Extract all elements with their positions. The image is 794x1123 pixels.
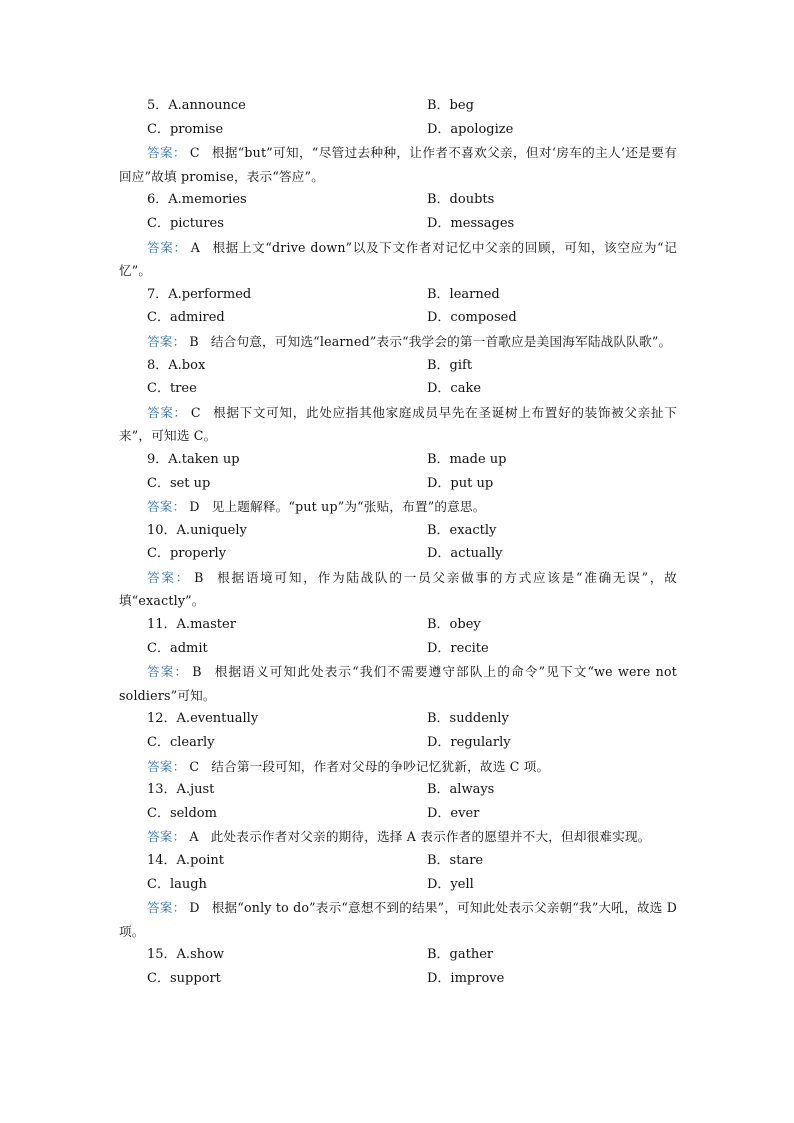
answer-label: 答案： xyxy=(147,499,186,515)
answer-text: 根据语境可知，作为陆战队的一员父亲做事的方式应该是“准确无误”，故填“exactly”。 xyxy=(119,569,677,609)
option-b: B．obey xyxy=(427,617,481,633)
option-b: B．gift xyxy=(427,357,473,373)
answer-label: 答案： xyxy=(147,664,189,680)
options-row xyxy=(119,188,677,212)
option-b: B．gather xyxy=(427,947,494,963)
answer-explanation xyxy=(119,825,677,849)
answer-text: 结合第一段可知，作者对父母的争吵记忆犹新，故选 C 项。 xyxy=(211,758,550,774)
answer-explanation xyxy=(119,330,677,354)
options-row xyxy=(119,613,677,637)
option-a: 6．A.memories xyxy=(147,192,247,208)
answer-text: 根据语义可知此处表示“我们不需要遵守部队上的命令”见下文“we were not soldiers”可知。 xyxy=(119,664,677,703)
option-c: C．admit xyxy=(147,640,208,656)
answer-text: 结合句意，可知选“learned”表示“我学会的第一首歌应是美国海军陆战队队歌”。 xyxy=(210,333,672,349)
option-c: C．admired xyxy=(147,310,225,326)
answer-letter: C xyxy=(189,758,200,774)
answer-letter: D xyxy=(189,499,200,515)
options-row xyxy=(119,873,677,897)
answer-explanation xyxy=(119,896,677,943)
answer-text: 见上题解释。“put up”为“张贴，布置”的意思。 xyxy=(211,499,486,515)
option-a: 9．A.taken up xyxy=(147,451,240,467)
answer-label: 答案： xyxy=(147,145,186,161)
question-list xyxy=(119,94,677,991)
answer-explanation xyxy=(119,755,677,779)
answer-label: 答案： xyxy=(147,900,186,916)
answer-letter: C xyxy=(189,145,200,161)
answer-label: 答案： xyxy=(147,404,187,420)
option-b: B．stare xyxy=(427,853,484,868)
answer-explanation xyxy=(119,401,677,448)
answer-explanation xyxy=(119,141,677,188)
option-c: C．clearly xyxy=(147,735,215,751)
answer-text: 此处表示作者对父亲的期待，选择 A 表示作者的愿望并不大，但却很难实现。 xyxy=(210,829,651,845)
option-d: D．regularly xyxy=(427,735,511,751)
option-d: D．recite xyxy=(427,640,489,656)
options-row xyxy=(119,354,677,378)
options-row xyxy=(119,377,677,401)
option-d: D．put up xyxy=(427,475,494,491)
options-row xyxy=(119,802,677,826)
answer-label: 答案： xyxy=(147,239,187,255)
options-row xyxy=(119,118,677,142)
option-c: C．properly xyxy=(147,546,227,562)
answer-text: 根据上文“drive down”以及下文作者对记忆中父亲的回顾，可知，该空应为“记忆”。 xyxy=(119,239,677,279)
option-b: B．doubts xyxy=(427,192,495,208)
option-a: 15．A.show xyxy=(147,947,225,963)
options-row xyxy=(119,967,677,991)
options-row xyxy=(119,283,677,307)
option-b: B．suddenly xyxy=(427,711,509,727)
option-c: C．promise xyxy=(147,121,224,137)
answer-text: 根据“only to do”表示“意想不到的结果”，可知此处表示父亲朝“我”大吼，故选 D 项。 xyxy=(119,900,677,939)
option-c: C．pictures xyxy=(147,215,224,231)
options-row xyxy=(119,637,677,661)
options-row xyxy=(119,306,677,330)
option-c: C．tree xyxy=(147,381,197,397)
options-row xyxy=(119,849,677,873)
answer-label: 答案： xyxy=(147,829,186,845)
options-row xyxy=(119,448,677,472)
option-a: 10．A.uniquely xyxy=(147,522,247,538)
answer-letter: B xyxy=(192,664,202,680)
option-a: 12．A.eventually xyxy=(147,711,259,727)
options-row xyxy=(119,778,677,802)
option-d: D．apologize xyxy=(427,121,514,137)
answer-letter: B xyxy=(189,333,199,349)
answer-letter: C xyxy=(190,404,201,420)
answer-letter: A xyxy=(189,829,199,845)
answer-letter: D xyxy=(189,900,200,916)
options-row xyxy=(119,212,677,236)
option-b: B．exactly xyxy=(427,522,497,538)
option-b: B．beg xyxy=(427,98,474,113)
option-b: B．made up xyxy=(427,451,507,467)
option-d: D．yell xyxy=(427,876,474,892)
answer-explanation xyxy=(119,236,677,283)
answer-explanation xyxy=(119,495,677,519)
option-d: D．actually xyxy=(427,546,503,562)
options-row xyxy=(119,519,677,543)
answer-explanation xyxy=(119,566,677,613)
answer-letter: B xyxy=(194,569,204,585)
answer-explanation xyxy=(119,660,677,707)
options-row xyxy=(119,542,677,566)
option-a: 7．A.performed xyxy=(147,286,252,302)
option-d: D．messages xyxy=(427,215,515,231)
options-row xyxy=(119,731,677,755)
option-a: 8．A.box xyxy=(147,357,206,373)
option-c: C．set up xyxy=(147,475,211,491)
answer-label: 答案： xyxy=(147,758,186,774)
option-d: D．cake xyxy=(427,381,482,397)
option-a: 5．A.announce xyxy=(147,98,246,113)
option-d: D．ever xyxy=(427,805,480,821)
answer-label: 答案： xyxy=(147,333,186,349)
option-c: C．laugh xyxy=(147,876,207,892)
options-row xyxy=(119,94,677,118)
option-b: B．always xyxy=(427,782,495,798)
option-a: 11．A.master xyxy=(147,617,236,633)
options-row xyxy=(119,707,677,731)
options-row xyxy=(119,472,677,496)
answer-label: 答案： xyxy=(147,569,191,585)
option-c: C．support xyxy=(147,970,221,986)
option-d: D．improve xyxy=(427,970,505,986)
option-d: D．composed xyxy=(427,310,517,326)
option-b: B．learned xyxy=(427,286,500,302)
answer-letter: A xyxy=(190,239,200,255)
answer-text: 根据“but”可知，“尽管过去种种，让作者不喜欢父亲，但对‘房车的主人’还是要有回应”故填 promise，表示“答应”。 xyxy=(119,145,677,184)
options-row xyxy=(119,943,677,967)
option-a: 14．A.point xyxy=(147,853,224,868)
option-c: C．seldom xyxy=(147,805,217,821)
answer-text: 根据下文可知，此处应指其他家庭成员早先在圣诞树上布置好的装饰被父亲扯下来”，可知选 C。 xyxy=(119,404,678,444)
option-a: 13．A.just xyxy=(147,782,215,798)
